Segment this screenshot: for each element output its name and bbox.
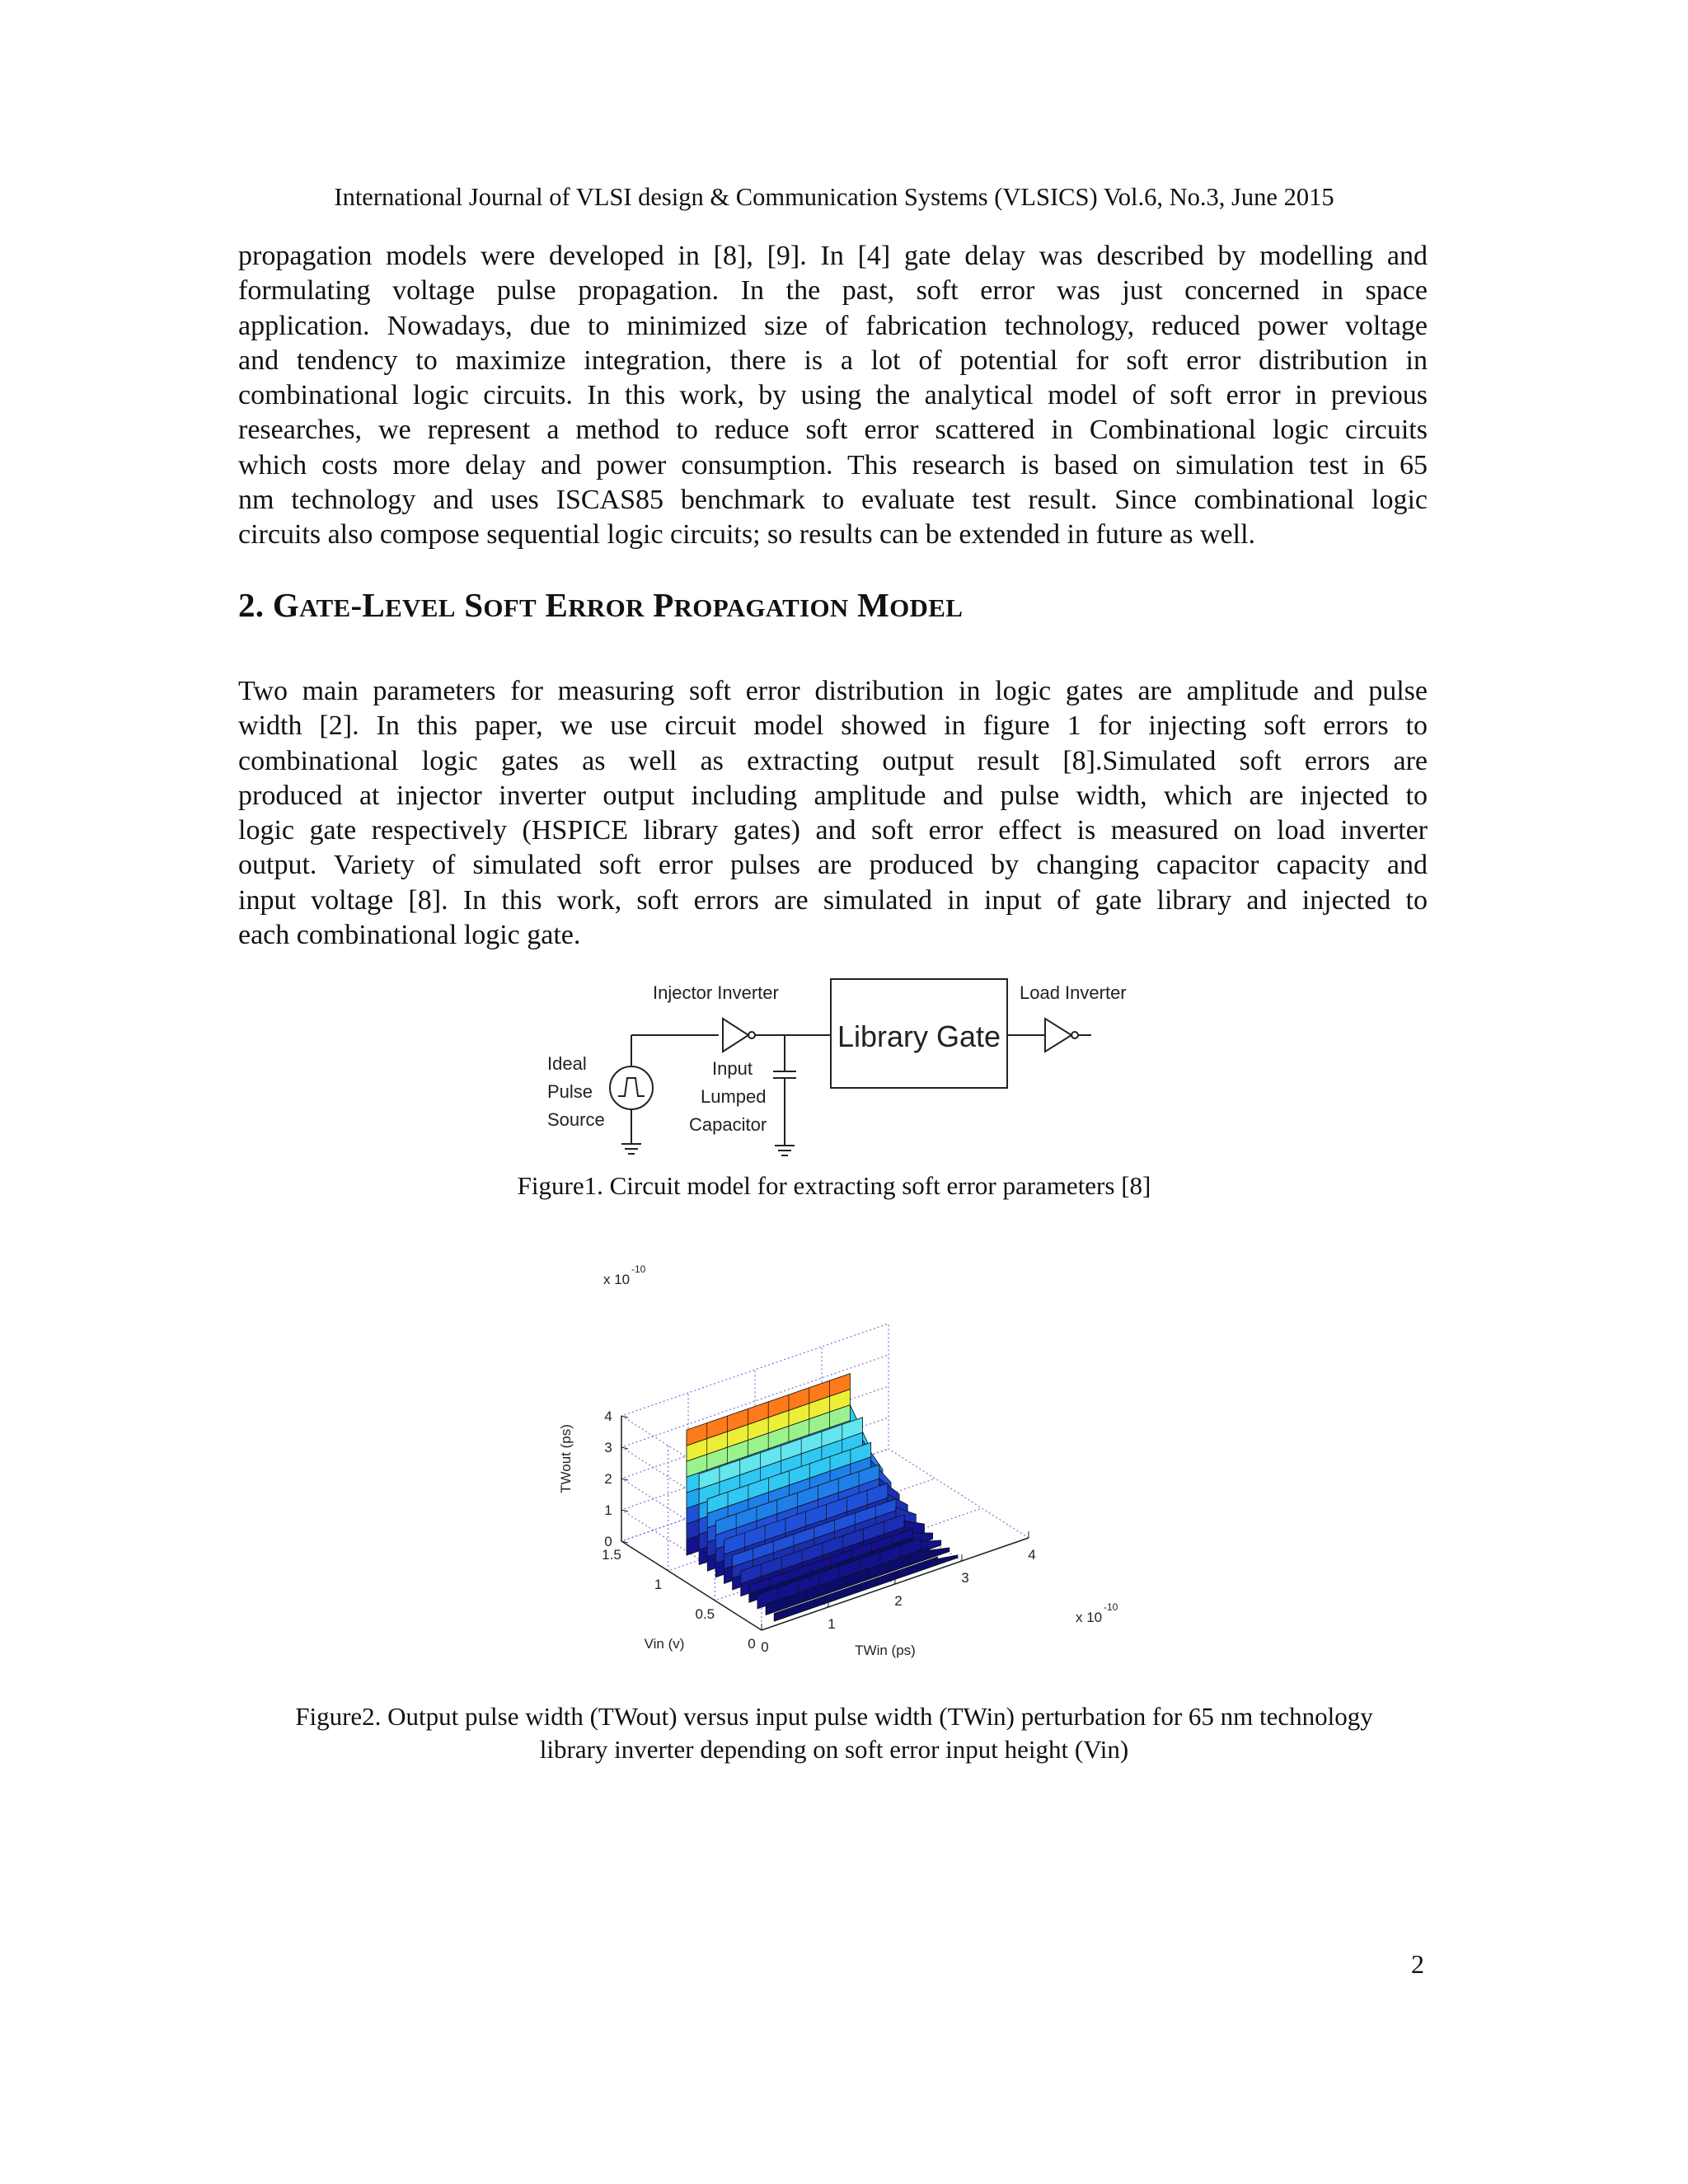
- paragraph-intro-continued: [238, 239, 1428, 553]
- y-axis-label: TWin (ps): [855, 1643, 916, 1658]
- capacitor-label: Lumped: [701, 1086, 767, 1107]
- section-title-part: -LEVEL: [350, 586, 456, 624]
- text-line: researches, we represent a method to reduce soft error scattered in Combinational logic circuits: [238, 415, 1428, 446]
- text-line: input voltage [8]. In this work, soft errors are simulated in input of gate library and injected to: [238, 884, 1428, 916]
- figure2-caption: [0, 1700, 1668, 1766]
- z-tick-label: 4: [604, 1408, 612, 1424]
- x-axis-label: Vin (v): [644, 1636, 685, 1652]
- paragraph-section2: [238, 674, 1428, 953]
- capacitor-label: Capacitor: [689, 1114, 767, 1135]
- x-tick-label: 1.5: [602, 1547, 621, 1563]
- z-exponent-power: -10: [631, 1263, 646, 1275]
- figure1-circuit-diagram: [528, 972, 1137, 1170]
- y-exponent-power: -10: [1104, 1601, 1118, 1613]
- grid-line: [889, 1324, 1029, 1538]
- section-title-part: GATE: [272, 586, 351, 624]
- z-exponent: x 10: [603, 1272, 631, 1287]
- text-line: and tendency to maximize integration, there is a lot of potential for soft error distribution in: [238, 344, 1428, 376]
- z-tick-mark: [621, 1447, 628, 1449]
- z-axis-label: TWout (ps): [558, 1424, 574, 1493]
- pulse-source-icon: [610, 1066, 653, 1109]
- text-line: combinational logic gates as well as extracting output result [8].Simulated soft errors are: [238, 745, 1428, 776]
- x-tick-label: 0: [748, 1636, 756, 1652]
- source-label: Ideal: [547, 1053, 587, 1074]
- section-title-part: PROPAGATION: [644, 586, 849, 624]
- section-title-part: MODEL: [848, 586, 964, 624]
- slice-tail: [930, 1548, 950, 1558]
- text-line: circuits also compose sequential logic circuits; so results can be extended in future as well.: [238, 519, 1256, 551]
- text-line: formulating voltage pulse propagation. In the past, soft error was just concerned in space: [238, 275, 1428, 307]
- z-tick-label: 0: [604, 1534, 612, 1549]
- z-tick-mark: [621, 1479, 628, 1480]
- capacitor-label: Input: [712, 1058, 753, 1079]
- load-inverter-icon: [1045, 1019, 1071, 1052]
- source-label: Pulse: [547, 1081, 593, 1102]
- library-gate-label: Library Gate: [837, 1019, 1001, 1053]
- z-tick-label: 3: [604, 1440, 612, 1455]
- page-number: 2: [1411, 1949, 1424, 1979]
- y-tick-label: 4: [1028, 1547, 1036, 1563]
- text-line: logic gate respectively (HSPICE library gates) and soft error effect is measured on load inverter: [238, 815, 1428, 846]
- text-line: nm technology and uses ISCAS85 benchmark to evaluate test result. Since combinational logic: [238, 485, 1428, 516]
- text-line: output. Variety of simulated soft error pulses are produced by changing capacitor capacity and: [238, 850, 1428, 881]
- text-line: Two main parameters for measuring soft error distribution in logic gates are amplitude and pulse: [238, 676, 1428, 706]
- section-title-part: ERROR: [537, 586, 645, 624]
- figure2-3d-chart: [544, 1236, 1137, 1681]
- y-tick-label: 2: [894, 1593, 903, 1609]
- figure1-caption: Figure1. Circuit model for extracting soft error parameters [8]: [517, 1171, 1151, 1200]
- text-line: application. Nowadays, due to minimized size of fabrication technology, reduced power voltage: [238, 310, 1428, 341]
- y-tick-label: 1: [828, 1616, 836, 1632]
- z-tick-label: 2: [604, 1471, 612, 1487]
- caption-line: Figure2. Output pulse width (TWout) versus input pulse width (TWin) perturbation for 65 nm technology: [295, 1702, 1373, 1731]
- z-tick-mark: [621, 1510, 628, 1511]
- text-line: which costs more delay and power consumption. This research is based on simulation test in 65: [238, 449, 1428, 480]
- text-line: each combinational logic gate.: [238, 920, 581, 951]
- text-line: produced at injector inverter output including amplitude and pulse width, which are injected to: [238, 780, 1428, 811]
- injector-inverter-icon: [723, 1019, 748, 1052]
- section-heading: [238, 585, 963, 625]
- text-line: propagation models were developed in [8], [9]. In [4] gate delay was described by modelling and: [238, 241, 1428, 271]
- section-number: 2.: [238, 586, 265, 624]
- y-tick-label: 0: [761, 1639, 769, 1655]
- x-tick-label: 1: [654, 1577, 663, 1592]
- y-tick-label: 3: [961, 1570, 969, 1586]
- section-title-part: SOFT: [455, 586, 537, 624]
- x-tick-label: 0.5: [695, 1606, 715, 1622]
- text-line: combinational logic circuits. In this work, by using the analytical model of soft error in previous: [238, 380, 1428, 411]
- y-exponent: x 10: [1076, 1610, 1103, 1625]
- load-inverter-label: Load Inverter: [1020, 982, 1127, 1003]
- source-label: Source: [547, 1109, 605, 1130]
- text-line: width [2]. In this paper, we use circuit model showed in figure 1 for injecting soft errors to: [238, 710, 1428, 742]
- z-tick-label: 1: [604, 1502, 612, 1518]
- z-tick-mark: [621, 1416, 628, 1418]
- running-header: International Journal of VLSI design & Communication Systems (VLSICS) Vol.6, No.3, June 2015: [334, 183, 1334, 211]
- caption-line: library inverter depending on soft error input height (Vin): [539, 1735, 1129, 1764]
- injector-inverter-label: Injector Inverter: [653, 982, 779, 1003]
